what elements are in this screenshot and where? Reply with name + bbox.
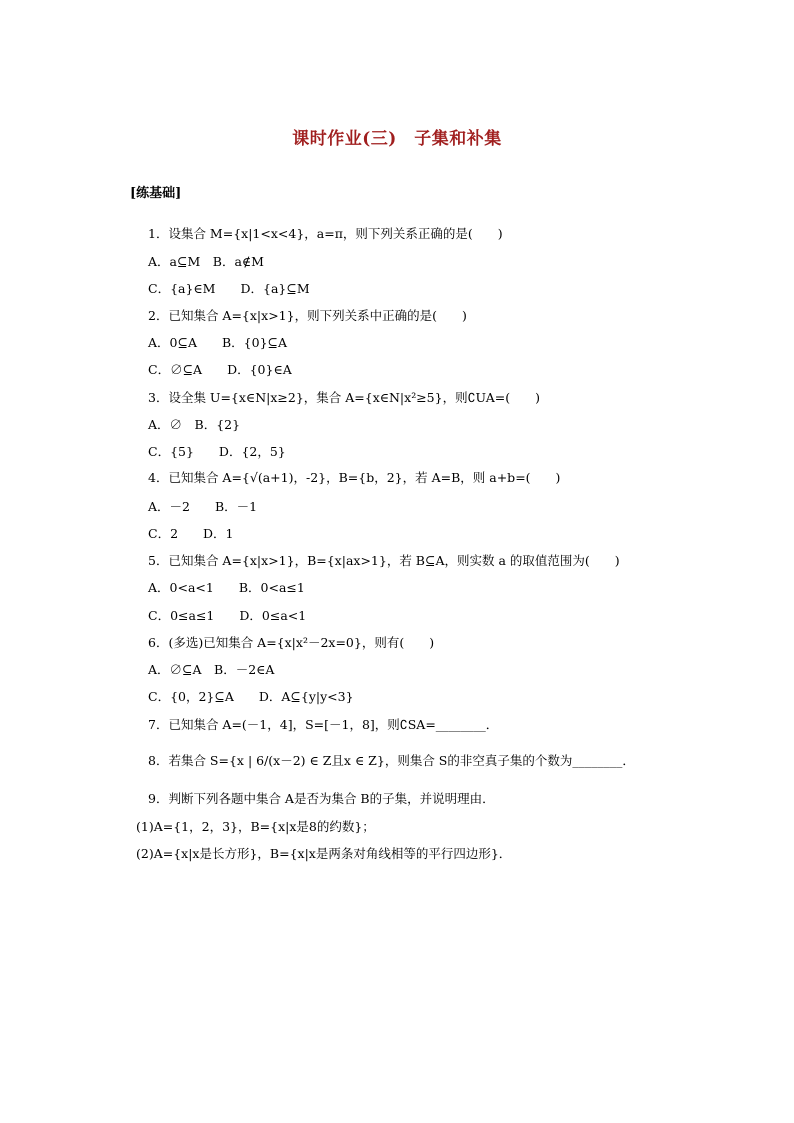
q9-part-2: (2)A={x|x是长方形}，B={x|x是两条对角线相等的平行四边形}． — [136, 846, 512, 861]
question-3: 3．设全集 U={x∈N|x≥2}，集合 A={x∈N|x²≥5}，则∁UA=( ) — [148, 390, 540, 405]
question-4: 4．已知集合 A={√(a+1)，-2}，B={b，2}，若 A=B，则 a+b=( ) — [148, 470, 561, 485]
question-8: 8．若集合 S={x | 6/(x－2) ∈ Z且x ∈ Z}，则集合 S的非空真子集的个数为________． — [148, 753, 635, 768]
q2-options-ab: A．0⊆A B．{0}⊆A — [148, 335, 288, 350]
question-5: 5．已知集合 A={x|x>1}，B={x|ax>1}，若 B⊆A，则实数 a 的取值范围为( ) — [148, 553, 620, 568]
q6-options-cd: C．{0，2}⊆A D．A⊆{y|y<3} — [148, 689, 354, 704]
q1-options-cd: C．{a}∈M D．{a}⊆M — [148, 281, 310, 296]
question-6: 6．(多选)已知集合 A={x|x²－2x=0}，则有( ) — [148, 635, 435, 650]
q4-options-cd: C．2 D．1 — [148, 526, 234, 541]
q2-options-cd: C．∅⊆A D．{0}∈A — [148, 362, 292, 377]
q4-options-ab: A．－2 B．－1 — [148, 499, 258, 514]
q5-options-cd: C．0≤a≤1 D．0≤a<1 — [148, 608, 307, 623]
question-1: 1．设集合 M={x|1<x<4}，a=π，则下列关系正确的是( ) — [148, 226, 503, 241]
q9-part-1: (1)A={1，2，3}，B={x|x是8的约数}； — [136, 819, 375, 834]
question-9: 9．判断下列各题中集合 A是否为集合 B的子集，并说明理由． — [148, 791, 495, 806]
q6-options-ab: A．∅⊆A B．－2∈A — [148, 662, 275, 677]
question-7: 7．已知集合 A=(－1，4]，S=[－1，8]，则∁SA=________． — [148, 717, 499, 732]
page-title: 课时作业(三) 子集和补集 — [292, 129, 502, 149]
q5-options-ab: A．0<a<1 B．0<a≤1 — [148, 580, 305, 595]
q3-options-cd: C．{5} D．{2，5} — [148, 444, 286, 459]
q1-options-ab: A．a⊆M B．a∉M — [148, 254, 264, 269]
section-heading: [练基础] — [130, 186, 182, 201]
q3-options-ab: A．∅ B．{2} — [148, 417, 241, 432]
question-2: 2．已知集合 A={x|x>1}，则下列关系中正确的是( ) — [148, 308, 467, 323]
